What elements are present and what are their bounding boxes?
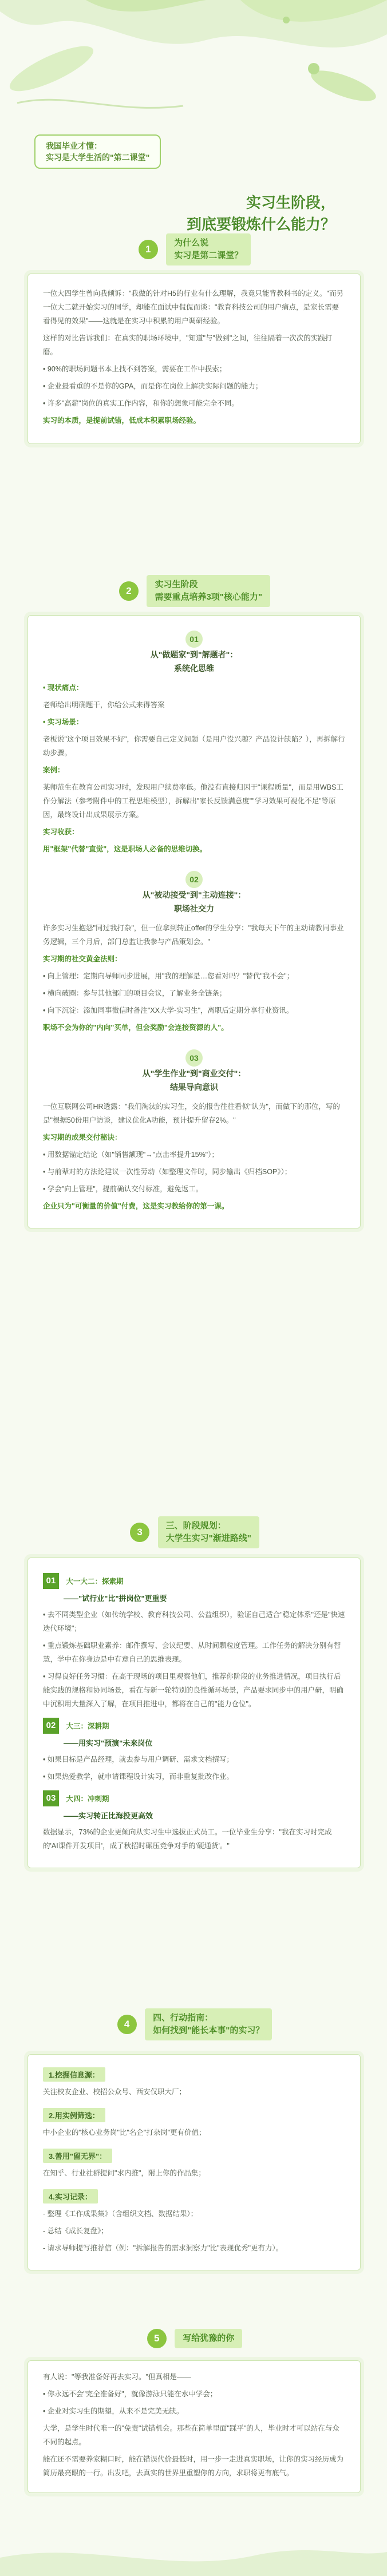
section-3-title	[158, 1516, 259, 1548]
ability-2-text: 许多实习生抱怨"同过我打杂"，但一位拿到转正offer的学生分享："我每天下午的主动请教同事业务逻辑，三个月后，部门总监让我参与产品策划会。"	[43, 924, 344, 946]
stage-1-number: 01	[43, 1573, 59, 1589]
ability-1-text: 老师给出明确题干，你给公式来得答案	[43, 701, 165, 709]
section-3-heading	[86, 1516, 303, 1548]
section-4-title-line-2: 如何找到"能长本事"的实习？	[153, 2026, 264, 2035]
ability-2-title: 从"被动接受"到"主动连接"：	[142, 890, 246, 899]
stage-3-text: 数据显示，73%的企业更倾向从实习生中选拔正式员工。一位毕业生分享："我在实习时完成的'AI课件开发项目'，成了秋招时碾压竞争对手的'硬通货'。"	[43, 1828, 332, 1850]
stage-3	[43, 1790, 345, 1806]
guide-4-text: - 总结《成长复盘》；	[43, 2227, 108, 2235]
stage-2-bullet: • 如果热爱教学，就申请课程设计实习，而非重复批改作业。	[43, 1773, 234, 1781]
tag-line-2: 实习是大学生活的"第二课堂"	[46, 153, 150, 162]
ability-1-label: • 实习场景：	[43, 718, 84, 726]
ability-1-label: 实习收获：	[43, 828, 79, 836]
section-1-title	[166, 233, 251, 265]
ability-3-label: 实习期的成果交付秘诀：	[43, 1134, 122, 1142]
ability-1-text: 老板说"这个项目效果不好"，你需要自己定义问题（是用户没兴趣？产品设计缺陷？），再拆解行动步骤。	[43, 735, 345, 757]
footer-wave-decoration	[0, 2541, 387, 2576]
guide-2-title: 2.用实例筛选：	[43, 2108, 105, 2122]
ability-1-conclusion: 用"框架"代替"直觉"，这是职场人必备的思维切换。	[43, 845, 207, 853]
section-2-title-line-2: 需要重点培养3项"核心能力"	[155, 592, 263, 602]
ability-3-conclusion: 企业只为"可衡量的价值"付费，这是实习教给你的第一课。	[43, 1202, 229, 1210]
guide-2-text: 中小企业的"核心业务岗"比"名企"打杂岗"更有价值；	[43, 2129, 206, 2137]
ability-3-bullet: • 与前辈对的方法论建议一次性劳动（如整理文件时，同步输出《归档SOP》）；	[43, 1168, 292, 1176]
section-1-conclusion: 实习的本质，是提前试错，低成本积累职场经验。	[43, 417, 201, 425]
section-4-heading	[86, 2008, 303, 2040]
ability-2-subtitle: 职场社交力	[174, 904, 214, 913]
guide-1-text: 关注校友企业、校招公众号、西安仅职大厂；	[43, 2088, 187, 2096]
page-title-line-2: 到底要锻炼什么能力？	[186, 216, 335, 233]
section-4-title-line-1: 四、行动指南：	[153, 2013, 214, 2023]
ability-1-number: 01	[185, 631, 203, 648]
section-3-number: 3	[130, 1523, 149, 1542]
section-1-number: 1	[139, 240, 158, 259]
section-2-heading	[86, 575, 303, 607]
stage-1-subtitle: ——"试行业"比"拼岗位"更重要	[64, 1594, 167, 1603]
section-5-text: 能在还不需要养家糊口时，能在错误代价最低时，用一步一走进真实职场，让你的实习经历成为简历最亮眼的一行。出发吧，去真实的世界里重塑你的方向，求职将更有底气。	[43, 2455, 344, 2477]
section-2-number: 2	[119, 581, 139, 601]
stage-3-number: 03	[43, 1790, 59, 1806]
ability-2-bullet: • 向下沉淀：添加同事微信时备注"XX大学-实习生"，离职后定期分享行业资讯。	[43, 1006, 294, 1014]
section-1-bullet: • 许多"高薪"岗位的真实工作内容，和你的想象可能完全不同。	[43, 399, 239, 407]
ability-3-bullet: • 学会"向上管理"，提前确认交付标准，避免返工。	[43, 1185, 203, 1193]
section-5-bullet: • 企业对实习生的期望，从来不是完美无缺。	[43, 2407, 184, 2415]
section-5-title-line: 写给犹豫的你	[183, 2333, 235, 2343]
page-title-line-1: 实习生阶段，	[246, 194, 335, 211]
section-2-title-line-1: 实习生阶段	[155, 580, 198, 589]
stage-1-bullet: • 习得良好任务习惯：在高于现场的项目里观察他们，推荐你阶段的业务推进情况，项目执行后能实践的规格和协同场景，看在与新一轮特别的良性循环场景，产品要求同步中的用户研，明确中沉积用大量深入了解，在项目推进中，都将在自己的"能力仓位"。	[43, 1673, 344, 1708]
stage-1-label: 大一大二：探索期	[66, 1578, 124, 1586]
guide-4-title: 4.实习记录：	[43, 2189, 98, 2204]
section-3-title-line-2: 大学生实习"渐进路线"	[165, 1533, 251, 1543]
guide-3-text: 在知乎、行业社群提问"求内推"，附上你的作品集；	[43, 2169, 206, 2177]
ability-3-text: 一位互联网公司HR透露："我们淘汰的实习生，交的报告往往看似"认为"，而做下的那位，写的是"根据50份用户访谈，建议优化A功能，预计提升留存2%。"	[43, 1103, 340, 1124]
section-1-paragraph: 这样的对比告诉我们：在真实的职场环境中，"知道"与"做到"之间，往往隔着一次次的实践打磨。	[43, 334, 333, 356]
section-3-title-line-1: 三、阶段规划：	[165, 1521, 226, 1531]
tag-line-1: 我国毕业才懂：	[46, 141, 102, 150]
section-1-title-line-1: 为什么说	[174, 238, 209, 248]
section-5-text: 大学，是学生时代唯一的"免责"试错机会。那些在简单里面"踩平"的人，毕业时才可以站在与众不同的起点。	[43, 2424, 339, 2446]
section-1-card	[27, 274, 361, 444]
ability-3-number: 03	[185, 1049, 203, 1067]
section-5-card	[27, 2360, 361, 2493]
section-2-title	[147, 575, 270, 607]
section-4-title	[145, 2008, 272, 2040]
section-1-bullet: • 企业最看重的不是你的GPA，而是你在岗位上解决实际问题的能力；	[43, 382, 263, 390]
ability-1-subtitle: 系统化思维	[174, 664, 214, 673]
section-2-card	[27, 615, 361, 1228]
section-1-paragraph: 一位大四学生曾向我倾诉："我做的针对H5的行业有什么理解，我竟只能背教科书的定义。"而另一位大二就开始实习的同学，却能在面试中侃侃而谈："教育科技公司的用户痛点，是家长需要看得见的效果"——这就是在实习中积累的用户调研经验。	[43, 290, 343, 325]
guide-4-text: - 请求导师提写推荐信（例："拆解报告的需求洞察力"比"表现优秀"更有力）。	[43, 2244, 283, 2252]
section-3-card	[27, 1558, 361, 1868]
ability-1-title: 从"做题家"到"解题者"：	[150, 650, 238, 659]
section-1-bullet: • 90%的职场问题书本上找不到答案，需要在工作中摸索；	[43, 365, 227, 373]
stage-3-subtitle: ——实习转正比海投更高效	[64, 1812, 153, 1820]
section-1-heading	[86, 233, 303, 265]
article-header	[34, 134, 353, 235]
stage-1	[43, 1573, 345, 1589]
ability-2-label: 实习期的社交黄金法则：	[43, 955, 122, 963]
stage-2-subtitle: ——用实习"预演"未来岗位	[64, 1739, 153, 1747]
guide-1-title: 1.挖掘信息源：	[43, 2067, 105, 2082]
section-4-card	[27, 2054, 361, 2270]
guide-3-title: 3.善用"留无界"：	[43, 2149, 112, 2163]
stage-2	[43, 1718, 345, 1734]
ability-1-heading	[43, 631, 345, 675]
section-5-text: 有人说："等我准备好再去实习。"但真相是——	[43, 2373, 191, 2381]
ability-1-label: • 现状痛点：	[43, 684, 84, 692]
ability-2-conclusion: 职场不会为你的"内向"买单，但会奖励"会连接资源的人"。	[43, 1024, 228, 1032]
section-5-heading	[86, 2329, 303, 2348]
stage-2-label: 大三：深耕期	[66, 1722, 109, 1730]
ability-2-number: 02	[185, 871, 203, 888]
guide-4-text: - 整理《工作成果集》（含组织文档、数据结果）；	[43, 2210, 198, 2218]
ability-1-text: 某师范生在教育公司实习时，发现用户续费率低。他没有直接归因于"课程质量"，而是用WBS工作分解法（参考附件中的工程思维模型），拆解出"家长反馈满意度""学习效果可视化不足"等原因，最终设计出成果展示方案。	[43, 783, 343, 819]
stage-1-bullet: • 重点锻炼基础职业素养：邮件撰写、会议纪要、从时间颗粒度管理。工作任务的解决分别有智慧，学中在你身边是中有意自己的思维表现。	[43, 1642, 341, 1663]
ability-1-label: 案例：	[43, 766, 65, 774]
section-5-title	[175, 2329, 242, 2348]
header-leaf-decoration	[0, 0, 387, 120]
ability-2-heading	[43, 871, 345, 916]
stage-2-bullet: • 如果目标是产品经理，就去参与用户调研、需求文档撰写；	[43, 1755, 234, 1763]
ability-2-bullet: • 横向破圈：参与其他部门的项目会议，了解业务全链条；	[43, 989, 227, 997]
stage-1-bullet: • 去不同类型企业（如传统学校、教育科技公司、公益组织），验证自己适合"稳定体系"还是"快速迭代环境"；	[43, 1611, 345, 1632]
section-4-number: 4	[117, 2015, 137, 2034]
subtitle-tag	[34, 134, 161, 169]
ability-3-heading	[43, 1049, 345, 1094]
stage-3-label: 大四：冲刺期	[66, 1795, 109, 1803]
section-5-number: 5	[147, 2329, 167, 2348]
ability-3-subtitle: 结果导向意识	[170, 1083, 218, 1092]
stage-2-number: 02	[43, 1718, 59, 1734]
ability-3-bullet: • 用数据锚定结论（如"销售额现"→"点击率提升15%"）；	[43, 1151, 219, 1159]
section-5-bullet: • 你永远不会"完全准备好"，就像游泳只能在水中学会；	[43, 2390, 218, 2398]
section-1-title-line-2: 实习是第二课堂？	[174, 251, 243, 260]
ability-3-title: 从"学生作业"到"商业交付"：	[142, 1069, 246, 1078]
ability-2-bullet: • 向上管理：定期向导师同步进展，用"我的理解是…您看对吗？"替代"我不会"；	[43, 972, 294, 980]
page-title	[34, 192, 353, 235]
